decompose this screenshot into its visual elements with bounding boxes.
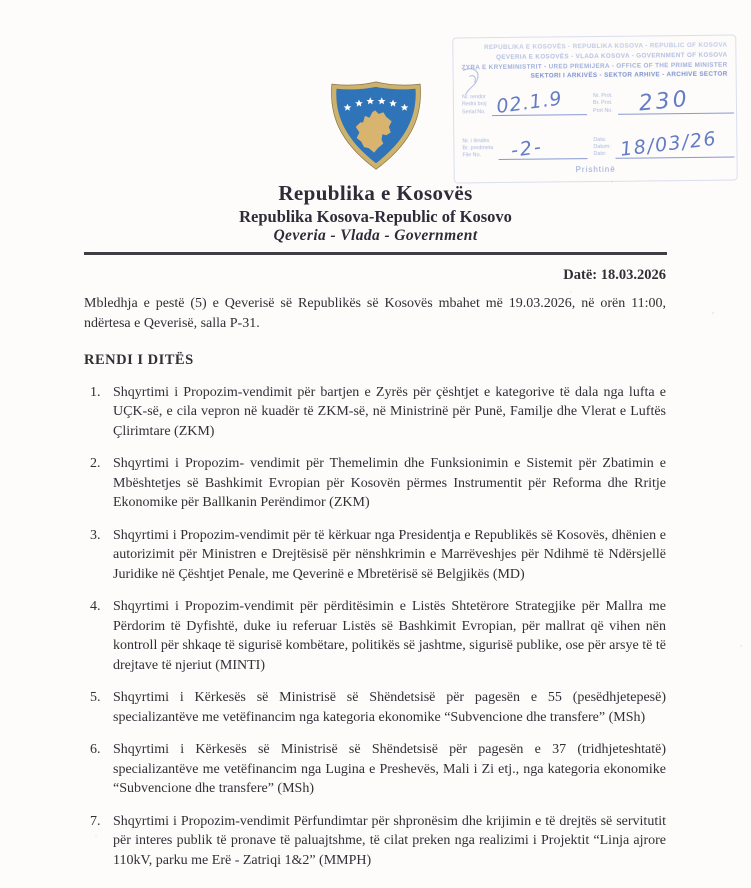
stamp-field-line (618, 86, 734, 117)
agenda-item-1 (90, 383, 666, 442)
agenda-item-number: 2. (90, 456, 101, 471)
agenda-item-number: 3. (90, 527, 101, 543)
stamp-header-line: SEKTORI I ARKIVËS - SEKTOR ARHIVE - ARCHIVE SECTOR (530, 70, 728, 80)
agenda-item-6 (90, 740, 666, 799)
agenda-item-number: 4. (90, 599, 101, 614)
stamp-label-line: File No. (462, 152, 482, 159)
agenda-item-text: Shqyrtimi i Kërkesës së Ministrisë së Shëndetsisë për pagesën e 37 (tridhjeteshtatë) specializantëve me vetëfinancim nga Lugina e Preshevës, Mali i Zi etj., nga kategoria ekonomike “Subvencione dhe transfere” (MSh) (113, 742, 666, 796)
agenda-item-number: 1. (90, 384, 101, 400)
stamp-label-line: Redni broj (461, 101, 487, 108)
stamp-label-line: Prot No. (593, 107, 613, 114)
stamp-label-line: Nr. Prot. (592, 92, 613, 100)
agenda-list (90, 383, 666, 871)
stamp-header-line: REPUBLIKA E KOSOVËS - REPUBLIKA KOSOVA - REPUBLIC OF KOSOVA (484, 41, 728, 52)
agenda-item-number: 5. (90, 690, 101, 705)
stamp-label-line: Datum: (593, 144, 611, 151)
handwritten-file-number: -2- (509, 135, 544, 162)
stamp-header-line: ZYRA E KRYEMINISTRIT - URED PREMIJERA - OFFICE OF THE PRIME MINISTER (461, 61, 728, 71)
stamp-field-label (462, 138, 493, 160)
stamp-header (461, 41, 727, 83)
kosovo-coat-of-arms (323, 80, 429, 172)
stamp-label-line: Date: (593, 151, 607, 158)
agenda-item-4 (90, 597, 666, 675)
title-albanian: Republika e Kosovës (278, 181, 473, 205)
agenda-item-text: Shqyrtimi i Propozim- vendimit për Themelimin dhe Funksionimin e Sistemit për Zbatimin e Mbështetjes së Bashkimit Evropian për Kosovën përmes Instrumentit për Reforma dhe Rritje Ekonomike për Ballkanin Perëndimor (ZKM) (113, 456, 666, 510)
agenda-item-text: Shqyrtimi i Propozim-vendimit për të kërkuar nga Presidentja e Republikës së Kosovës, dhënien e autorizimit për Ministren e Drejtësisë për nënshkrimin e Marrëveshjes për Ndihmë të Ndërsjellë Juridike në Çështjet Penale, me Qeverinë e Mbretërisë së Belgjikës (MD) (113, 527, 666, 582)
agenda-item-number: 7. (90, 813, 101, 829)
handwritten-protocol-number: 230 (637, 86, 691, 117)
agenda-item-3 (90, 526, 666, 585)
meeting-intro-paragraph: Mbledhja e pestë (5) e Qeverisë së Republikës së Kosovës mbahet më 19.03.2026, në orën 11:00, ndërtesa e Qeverisë, salla P-31. (84, 295, 666, 331)
stamp-label-line: Nr. i lëndës (462, 137, 490, 145)
document-date: Datë: 18.03.2026 (563, 266, 666, 283)
stamp-field-date (593, 127, 734, 161)
document-header (0, 181, 751, 245)
handwritten-case-number: 02.1.9 (494, 87, 564, 118)
stamp-city-label: Prishtinë (575, 164, 616, 174)
stamp-field-line (616, 127, 735, 161)
archive-stamp (452, 35, 738, 184)
stamp-field-label (593, 93, 613, 115)
stamp-label-line: Br. Prot. (592, 100, 613, 107)
handwritten-date: 18/03/26 (619, 127, 719, 161)
agenda-item-2 (90, 454, 666, 513)
stamp-field-protocol-number (592, 86, 734, 117)
agenda-item-text: Shqyrtimi i Propozim-vendimit për përditësimin e Listës Shtetërore Strategjike për Mallra me Përdorim të Dyfishtë, duke iu referuar Listës së Bashkimit Evropian, për mallrat që vihen nën kontroll për shkaqe të sigurisë kombëtare, politikës së jashtme, sigurisë publike, ose për arsye të të drejtave të njeriut (MINTI) (113, 599, 666, 673)
stamp-field-line (491, 87, 587, 118)
stamp-label-line: Nr. rendor (461, 94, 486, 101)
stamp-label-line: Br. predmeta (462, 145, 494, 152)
stamp-field-case-number (461, 87, 587, 118)
stamp-field-label (593, 137, 611, 159)
header-divider-line (84, 252, 667, 255)
stamp-field-line (498, 135, 587, 162)
stamp-label-line: Serial No. (461, 108, 486, 115)
title-bilingual: Republika Kosova-Republic of Kosovo (239, 207, 512, 226)
agenda-item-number: 6. (90, 742, 101, 757)
stamp-label-line: Data: (593, 136, 607, 143)
stamp-fields (461, 86, 729, 162)
agenda-heading: RENDI I DITËS (84, 351, 194, 368)
agenda-item-text: Shqyrtimi i Propozim-vendimit Përfundimtar për shpronësim dhe krijimin e të drejtës së servitutit për interes publik të pronave të paluajtshme, të cilat preken nga realizimi i Projektit “Linja ajrore 110kV, parku me Erë - Zatriqi 1&2” (MMPH) (113, 813, 666, 868)
title-government: Qeveria - Vlada - Government (273, 227, 478, 244)
stamp-header-line: QEVERIA E KOSOVËS - VLADA KOSOVA - GOVERNMENT OF KOSOVA (496, 51, 728, 61)
agenda-item-5 (90, 688, 666, 727)
stamp-field-file-number (462, 137, 587, 160)
agenda-item-7 (90, 812, 666, 871)
agenda-item-text: Shqyrtimi i Kërkesës së Ministrisë së Shëndetsisë për pagesën e 55 (pesëdhjetepesë) specializantëve me vetëfinancim nga kategoria ekonomike “Subvencione dhe transfere” (MSh) (113, 690, 666, 725)
agenda-item-text: Shqyrtimi i Propozim-vendimit për bartjen e Zyrës për çështjet e kategorive të dala nga lufta e UÇK-së, e cila vepron në kuadër të ZKM-së, në Ministrinë për Punë, Familje dhe Vlerat e Luftës Çlirimtare (ZKM) (113, 384, 666, 439)
stamp-field-label (462, 94, 487, 116)
